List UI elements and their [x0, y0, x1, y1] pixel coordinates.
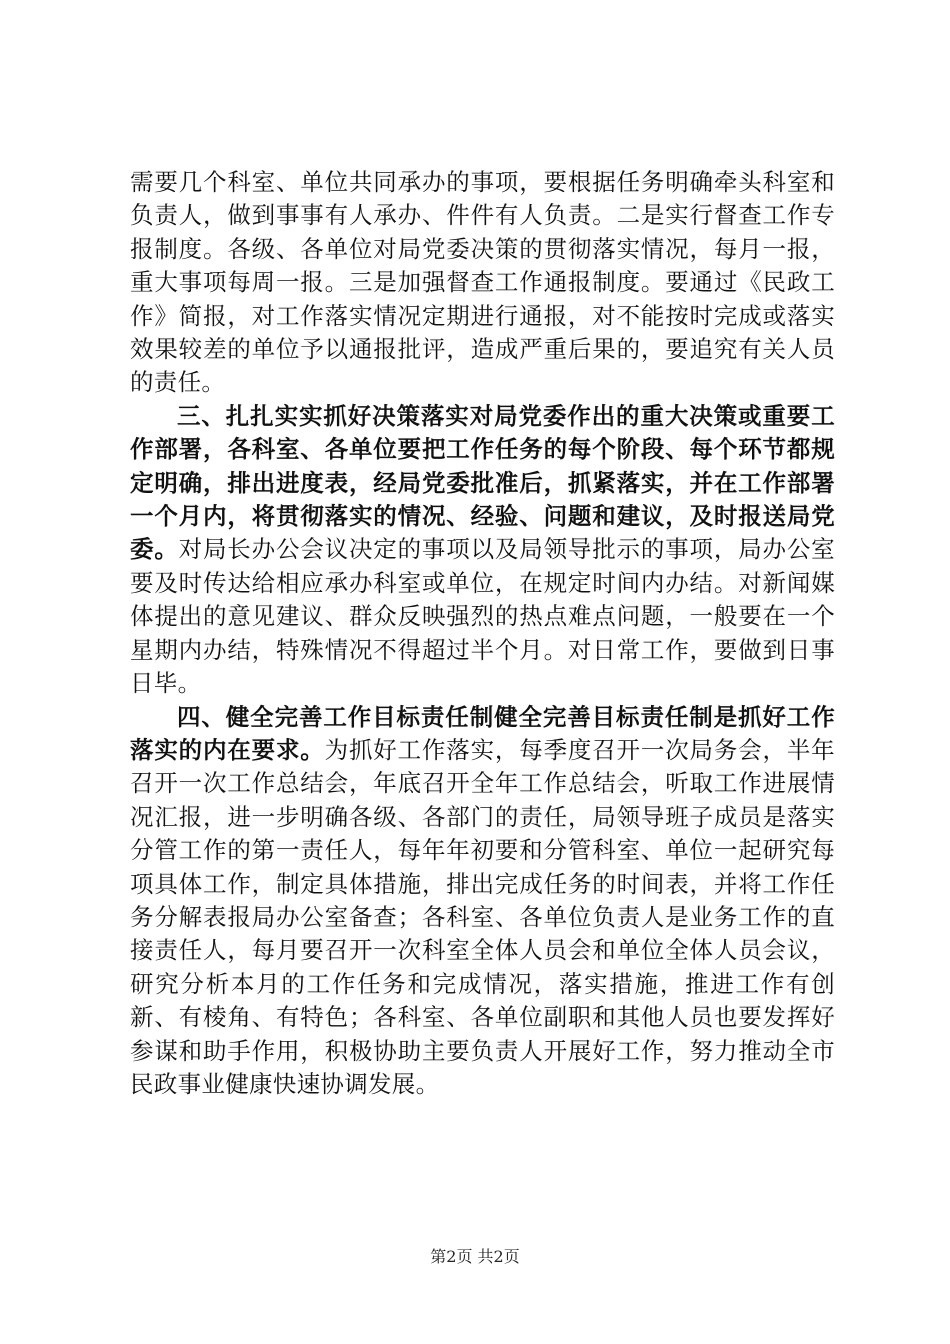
paragraph-2-text: 对局长办公会议决定的事项以及局领导批示的事项，局办公室要及时传达给相应承办科室或单位，在规定时间内办结。对新闻媒体提出的意见建议、群众反映强烈的热点难点问题，一般要在一个星期内办结，特殊情况不得超过半个月。对日常工作，要做到日事日毕。: [130, 535, 835, 698]
paragraph-2-heading: 三、扎扎实实抓好决策落实对局党委作出的重大决策或重要工作部署，各科室、各单位要把工作任务的每个阶段、每个环节都规定明确，排出进度表，经局党委批准后，抓紧落实，并在工作部署一个月内，将贯彻落实的情况、经验、问题和建议，及时报送局党委。: [130, 401, 835, 564]
page-number-label: 第2页 共2页: [430, 1247, 520, 1266]
paragraph-3-heading: 四、健全完善工作目标责任制健全完善目标责任制是抓好工作落实的内在要求。: [130, 702, 835, 764]
paragraph-2: [130, 400, 835, 701]
document-body: [130, 166, 835, 1101]
paragraph-3-text: 为抓好工作落实，每季度召开一次局务会，半年召开一次工作总结会，年底召开全年工作总结会，听取工作进展情况汇报，进一步明确各级、各部门的责任，局领导班子成员是落实分管工作的第一责任人，每年年初要和分管科室、单位一起研究每项具体工作，制定具体措施，排出完成任务的时间表，并将工作任务分解表报局办公室备查；各科室、各单位负责人是业务工作的直接责任人，每月要召开一次科室全体人员会和单位全体人员会议，研究分析本月的工作任务和完成情况，落实措施，推进工作有创新、有棱角、有特色；各科室、各单位副职和其他人员也要发挥好参谋和助手作用，积极协助主要负责人开展好工作，努力推动全市民政事业健康快速协调发展。: [130, 735, 835, 1098]
paragraph-1-text: 需要几个科室、单位共同承办的事项，要根据任务明确牵头科室和负责人，做到事事有人承办、件件有人负责。二是实行督查工作专报制度。各级、各单位对局党委决策的贯彻落实情况，每月一报，重大事项每周一报。三是加强督查工作通报制度。要通过《民政工作》简报，对工作落实情况定期进行通报，对不能按时完成或落实效果较差的单位予以通报批评，造成严重后果的，要追究有关人员的责任。: [130, 168, 835, 397]
paragraph-3: [130, 701, 835, 1102]
page-footer: [0, 1244, 950, 1267]
paragraph-1: [130, 166, 835, 400]
